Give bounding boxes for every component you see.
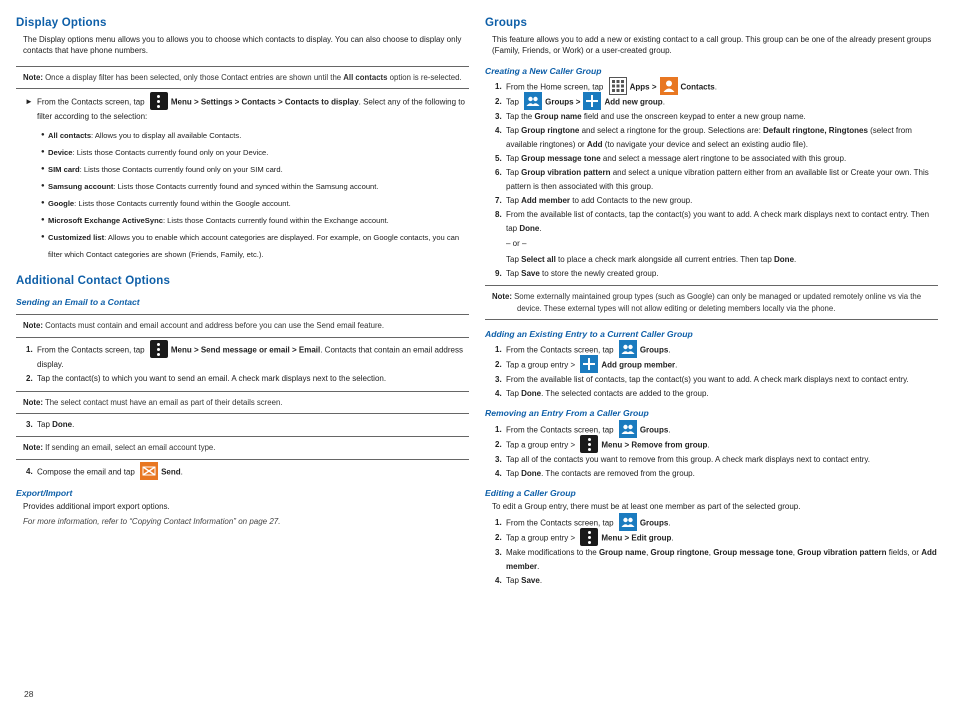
filter-option-customized-list: ● Customized list: Allows you to enable which account categories are displayed. For example, on Google contacts, you can filter which Contact categories are shown (Friends, Family, etc.). — [41, 229, 469, 263]
send-email-heading: Sending an Email to a Contact — [16, 297, 140, 308]
list-item: 3. Tap Done. — [26, 420, 75, 430]
editing-group-heading: Editing a Caller Group — [485, 487, 576, 498]
editing-group-intro: To edit a Group entry, there must be at least one member as part of the selected group. — [492, 502, 801, 512]
external-groups-note: Note: Some externally maintained group types (such as Google) can only be managed or updated remotely online vs via the device. These external types will not allow editing or deleting members locally via the phone. — [485, 285, 938, 320]
creating-group-steps — [485, 80, 938, 281]
filter-option-exchange: ● Microsoft Exchange ActiveSync: Lists those Contacts currently found within the Exchange account. — [41, 212, 469, 229]
page-number: 28 — [24, 689, 34, 699]
right-column — [485, 14, 938, 588]
menu-icon — [150, 340, 168, 358]
contacts-icon — [660, 77, 678, 95]
list-item: 2. Tap a group entry > Menu > Remove from group. — [495, 438, 938, 453]
groups-heading: Groups — [485, 17, 528, 29]
groups-icon — [619, 420, 637, 438]
removing-entry-steps — [485, 423, 938, 481]
display-options-heading: Display Options — [16, 17, 107, 29]
menu-icon — [580, 528, 598, 546]
groups-icon — [524, 92, 542, 110]
groups-icon — [619, 513, 637, 531]
removing-entry-heading: Removing an Entry From a Caller Group — [485, 408, 649, 419]
filter-option-samsung-account: ● Samsung account: Lists those Contacts currently found and synced within the Samsung account. — [41, 178, 469, 195]
export-import-reference[interactable]: For more information, refer to “Copying Contact Information” on page 27. — [23, 516, 281, 526]
apps-icon — [609, 77, 627, 95]
send-email-steps-c — [16, 465, 469, 480]
left-column — [16, 14, 469, 527]
or-separator: – or – — [506, 239, 527, 249]
send-email-steps-b — [16, 418, 469, 432]
filter-option-google: ● Google: Lists those Contacts currently found within the Google account. — [41, 195, 469, 212]
list-item: 2. Tap a group entry > Add group member. — [495, 358, 938, 373]
groups-icon — [619, 340, 637, 358]
editing-group-steps — [485, 516, 938, 588]
list-item: 4. Tap Save. — [495, 575, 543, 585]
list-item: 4. Tap Done. The contacts are removed from the group. — [495, 468, 695, 478]
list-item: 2. Tap the contact(s) to which you want to send an email. A check mark displays next to the selection. — [26, 373, 387, 383]
additional-options-heading: Additional Contact Options — [16, 275, 171, 288]
step-arrow-icon: ► — [25, 97, 33, 107]
list-item: 1. From the Contacts screen, tap Groups. — [495, 423, 938, 438]
list-item: 6. Tap Group vibration pattern and select a unique vibration pattern either from an available list or Create your own. This pattern is then associated with this group. — [495, 168, 929, 192]
send-email-icon — [140, 462, 158, 480]
export-import-text: Provides additional import export options. — [23, 502, 170, 512]
menu-icon — [150, 92, 168, 110]
display-filter-note: Note: Once a display filter has been selected, only those Contact entries are shown until the All contacts option is re-selected. — [16, 66, 469, 90]
list-item: 1. From the Home screen, tap Apps > Contacts. — [495, 80, 938, 95]
email-account-note: Note: Contacts must contain and email account and address before you can use the Send email feature. — [16, 314, 469, 338]
filter-option-device: ● Device: Lists those Contacts currently found only on your Device. — [41, 144, 469, 161]
filter-option-sim-card: ● SIM card: Lists those Contacts currently found only on your SIM card. — [41, 161, 469, 178]
adding-entry-heading: Adding an Existing Entry to a Current Caller Group — [485, 329, 693, 340]
groups-intro: This feature allows you to add a new or existing contact to a call group. This group can be one of the already present groups (Family, Friends, or Work) or a user-created group. — [492, 34, 932, 56]
list-item: 3. Tap the Group name field and use the onscreen keypad to enter a new group name. — [495, 112, 806, 122]
list-item: 4. Compose the email and tap Send. — [26, 465, 469, 480]
add-icon — [580, 355, 598, 373]
add-icon — [583, 92, 601, 110]
list-item: 4. Tap Group ringtone and select a ringtone for the group. Selections are: Default ringtone, Ringtones (select from available ringtones) or Add (to navigate your device and select an existing audio file). — [495, 126, 912, 150]
list-item: 7. Tap Add member to add Contacts to the new group. — [495, 196, 693, 206]
export-import-heading: Export/Import — [16, 487, 73, 498]
list-item: 1. From the Contacts screen, tap Groups. — [495, 343, 938, 358]
display-filter-options — [16, 127, 469, 263]
select-contact-note: Note: The select contact must have an email as part of their details screen. — [16, 391, 469, 415]
adding-entry-steps — [485, 343, 938, 401]
list-item: 5. Tap Group message tone and select a message alert ringtone to be associated with this group. — [495, 154, 847, 164]
display-options-intro: The Display options menu allows you to allows you to choose which contacts to display. You can also choose to display only contacts that have phone numbers. — [23, 34, 462, 56]
list-item: 1. From the Contacts screen, tap Menu > Send message or email > Email. Contacts that contain an email address display. — [26, 343, 469, 372]
list-item: 3. From the available list of contacts, tap the contact(s) you want to add. A check mark displays next to contact entry. — [495, 375, 909, 385]
list-item: 1. From the Contacts screen, tap Groups. — [495, 516, 938, 531]
list-item: 9. Tap Save to store the newly created group. — [495, 269, 659, 279]
list-item: 2. Tap Groups > Add new group. — [495, 95, 938, 110]
list-item: 3. Tap all of the contacts you want to remove from this group. A check mark displays next to contact entry. — [495, 454, 871, 464]
creating-group-heading: Creating a New Caller Group — [485, 65, 602, 76]
send-email-steps-a — [16, 343, 469, 386]
filter-option-all-contacts: ● All contacts: Allows you to display all available Contacts. — [41, 127, 469, 144]
list-item: 8. From the available list of contacts, tap the contact(s) you want to add. A check mark displays next to contact entry. Then tap Done. — [495, 210, 930, 234]
menu-icon — [580, 435, 598, 453]
list-item: 3. Make modifications to the Group name, Group ringtone, Group message tone, Group vibration pattern fields, or Add member. — [495, 547, 937, 571]
email-account-type-note: Note: If sending an email, select an email account type. — [16, 436, 469, 460]
list-item: 2. Tap a group entry > Menu > Edit group. — [495, 531, 938, 546]
display-settings-step: ► From the Contacts screen, tap Menu > Settings > Contacts > Contacts to display. Select any of the following to filter according to the selection: — [16, 95, 469, 123]
select-all-text: Tap Select all to place a check mark alongside all current entries. Then tap Done. — [506, 255, 797, 265]
list-item: 4. Tap Done. The selected contacts are added to the group. — [495, 389, 709, 399]
